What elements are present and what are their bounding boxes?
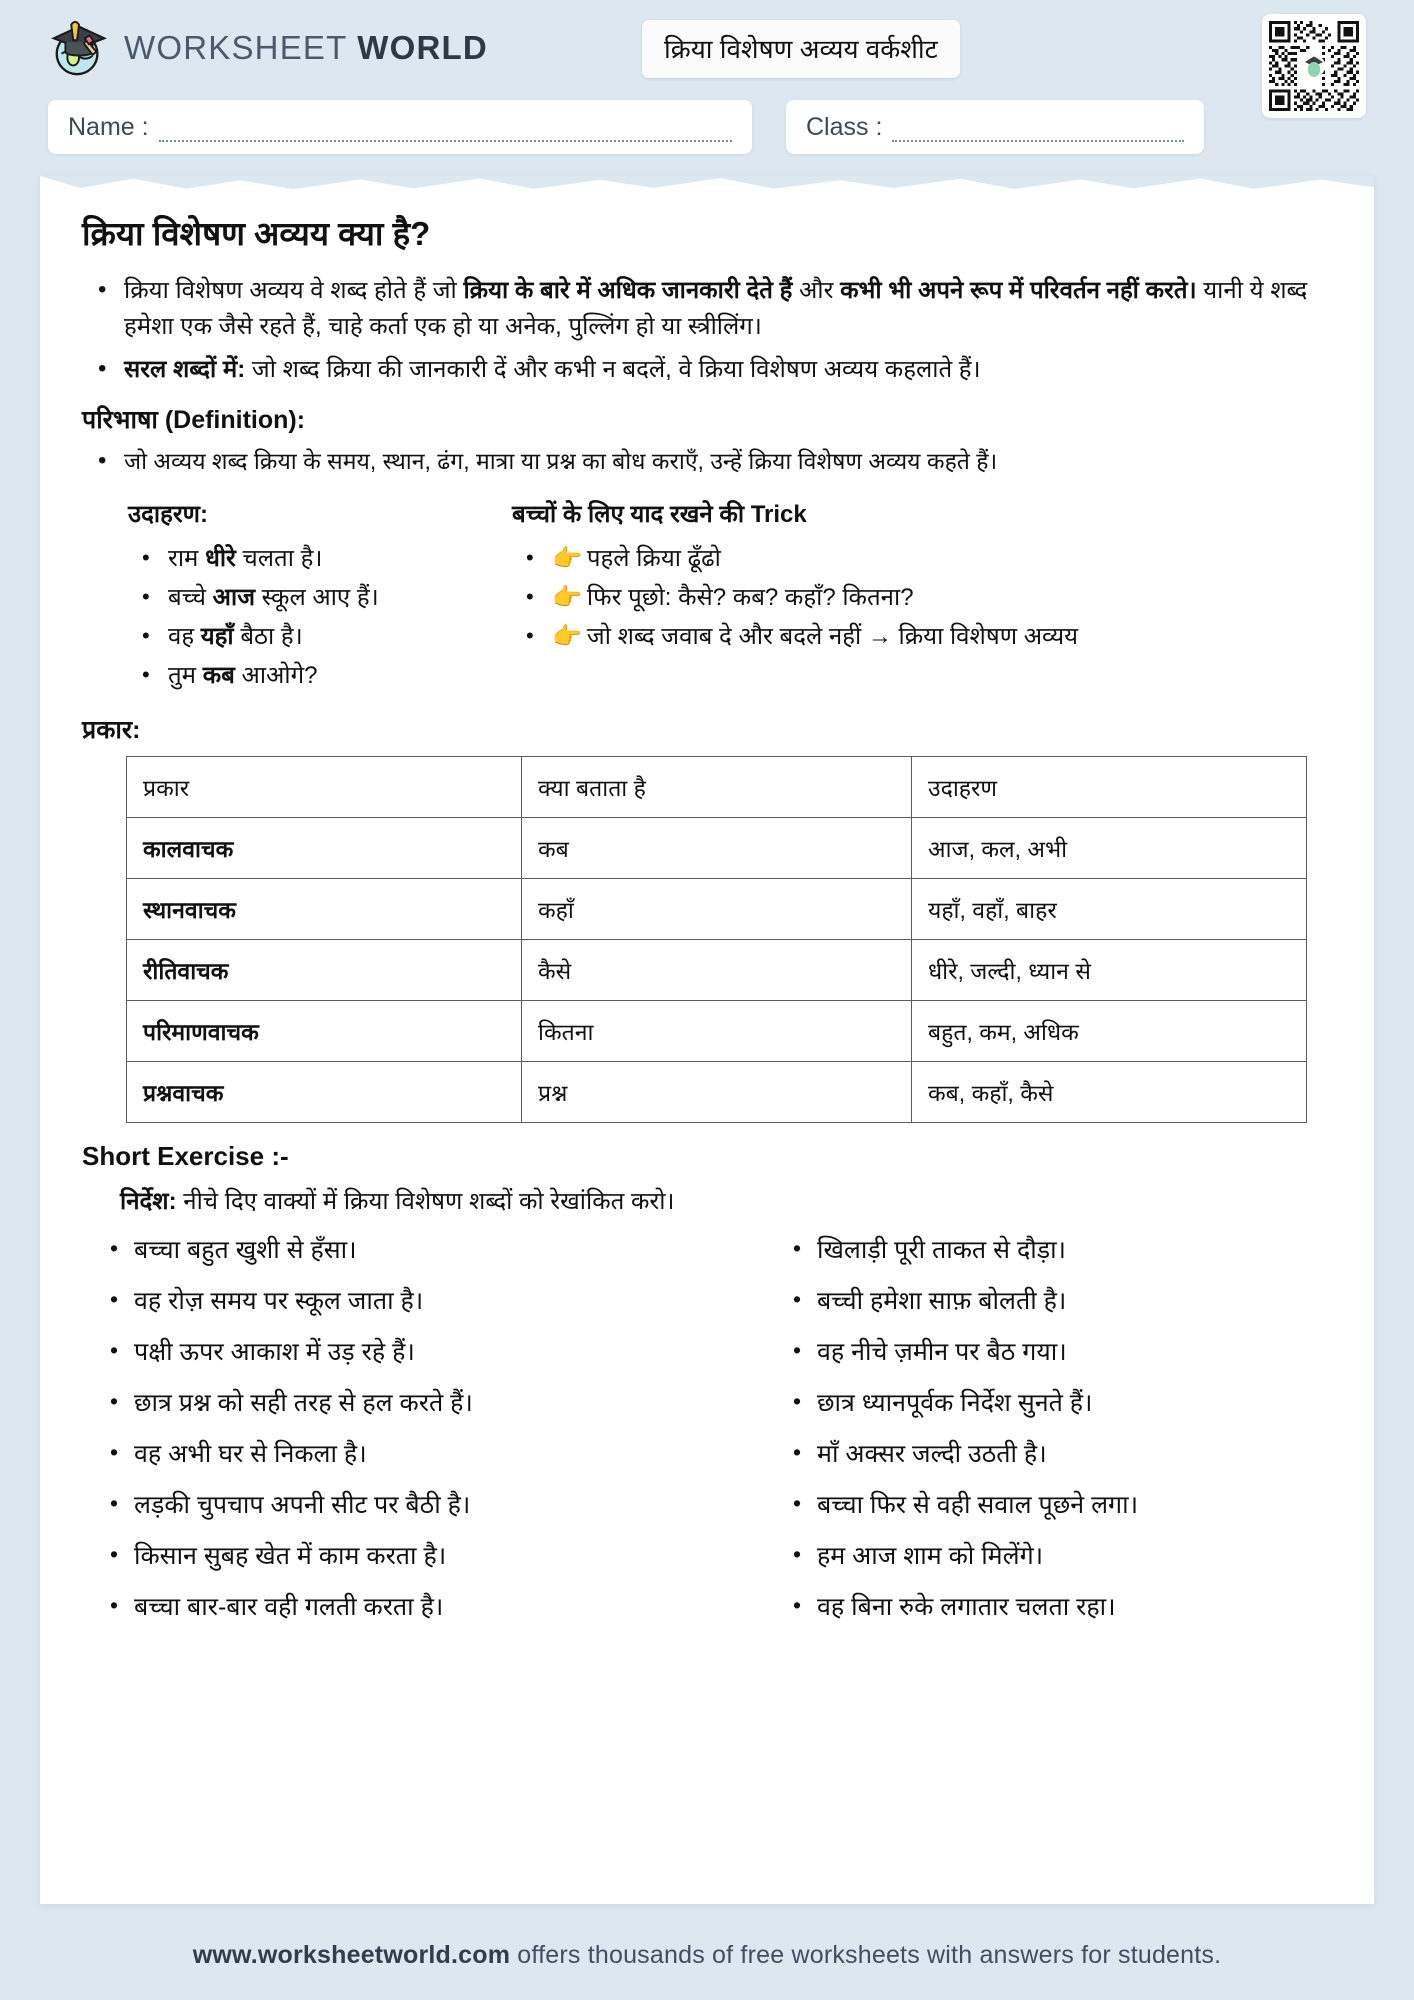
plain-text: बच्चे (168, 584, 213, 612)
bold-text: यहाँ (200, 623, 234, 651)
worksheet-title: क्रिया विशेषण अव्यय वर्कशीट (664, 34, 938, 64)
table-cell: धीरे, जल्दी, ध्यान से (912, 939, 1307, 1000)
pointing-right-hand-icon: 👉 (552, 623, 582, 651)
trick-column (502, 497, 1332, 696)
plain-text: बच्चा बहुत खुशी से हँसा। (134, 1235, 357, 1264)
plain-text: माँ अक्सर जल्दी उठती है। (817, 1439, 1047, 1468)
name-field[interactable] (48, 100, 752, 154)
student-fields-row (48, 100, 1366, 154)
table-cell: बहुत, कम, अधिक (912, 1000, 1307, 1061)
plain-text: आओगे? (234, 661, 318, 689)
plain-text: वह नीचे ज़मीन पर बैठ गया। (817, 1337, 1067, 1366)
table-cell: आज, कल, अभी (912, 817, 1307, 878)
exercise-item (765, 1429, 1332, 1480)
pointing-right-hand-icon: 👉 (552, 545, 582, 573)
plain-text: जो शब्द क्रिया की जानकारी दें और कभी न बदलें, वे क्रिया विशेषण अव्यय कहलाते हैं। (245, 355, 981, 383)
table-header-cell: प्रकार (127, 756, 522, 817)
worksheet-sheet (40, 176, 1374, 1904)
exercise-item (82, 1582, 707, 1633)
plain-text: राम (168, 545, 206, 573)
exercise-left-column (82, 1225, 707, 1633)
worksheet-title-pill (642, 20, 960, 78)
table-cell: कब (522, 817, 912, 878)
bold-text: सरल शब्दों में: (124, 355, 246, 383)
plain-text: बच्चा बार-बार वही गलती करता है। (134, 1592, 444, 1621)
example-item (128, 579, 502, 618)
table-cell: कहाँ (522, 878, 912, 939)
exercise-item (765, 1276, 1332, 1327)
exercise-instruction (120, 1184, 1332, 1217)
brand-logo-group (48, 17, 488, 79)
trick-item (512, 579, 1332, 618)
page-header (0, 0, 1414, 180)
plain-text: वह रोज़ समय पर स्कूल जाता है। (134, 1286, 424, 1315)
definition-points-list (82, 444, 1332, 479)
footer-tagline-text: offers thousands of free worksheets with answers for students. (510, 1940, 1222, 1969)
plain-text: पक्षी ऊपर आकाश में उड़ रहे हैं। (134, 1337, 415, 1366)
exercise-item (82, 1225, 707, 1276)
types-heading: प्रकार: (82, 715, 141, 744)
exercise-left-list (82, 1225, 707, 1633)
table-cell: रीतिवाचक (127, 939, 522, 1000)
plain-text: पहले क्रिया ढूँढो (586, 545, 721, 573)
bold-text: कभी भी अपने रूप में परिवर्तन नहीं करते। (840, 277, 1197, 304)
intro-point (82, 352, 1332, 388)
examples-column (82, 497, 502, 696)
plain-text: क्रिया विशेषण अव्यय वे शब्द होते हैं जो (124, 277, 464, 304)
plain-text: खिलाड़ी पूरी ताकत से दौड़ा। (817, 1235, 1067, 1264)
footer-site-url[interactable]: www.worksheetworld.com (192, 1940, 511, 1969)
exercise-right-list (765, 1225, 1332, 1633)
name-input-line[interactable] (159, 140, 732, 142)
plain-text: छात्र प्रश्न को सही तरह से हल करते हैं। (134, 1388, 473, 1417)
exercise-columns (82, 1225, 1332, 1633)
example-item (128, 657, 502, 696)
brand-wordmark (124, 29, 488, 67)
pointing-right-hand-icon: 👉 (552, 584, 582, 612)
exercise-item (82, 1378, 707, 1429)
bold-text: कब (202, 661, 235, 689)
plain-text: छात्र ध्यानपूर्वक निर्देश सुनते हैं। (817, 1388, 1093, 1417)
exercise-right-column (707, 1225, 1332, 1633)
name-label: Name : (68, 112, 149, 141)
table-row (127, 878, 1307, 939)
exercise-item (82, 1276, 707, 1327)
exercise-item (765, 1531, 1332, 1582)
plain-text: जो शब्द जवाब दे और बदले नहीं → क्रिया विशेषण अव्यय (586, 623, 1079, 651)
qr-code-icon (1269, 21, 1359, 111)
examples-list (128, 540, 502, 696)
example-item (128, 618, 502, 657)
table-header-cell: उदाहरण (912, 756, 1307, 817)
trick-list (512, 540, 1332, 657)
table-header-row (127, 756, 1307, 817)
bold-text: क्रिया के बारे में अधिक जानकारी देते हैं (463, 277, 793, 304)
plain-text: स्कूल आए हैं। (255, 584, 379, 612)
graduation-cap-pencil-logo-icon (48, 17, 110, 79)
brand-word-first: WORKSHEET (124, 29, 347, 66)
exercise-instruction-label: निर्देश: (120, 1187, 177, 1215)
examples-heading: उदाहरण: (128, 501, 209, 529)
exercise-item (765, 1225, 1332, 1276)
plain-text: और (792, 277, 841, 304)
definition-heading: परिभाषा (Definition): (82, 406, 306, 435)
plain-text: चलता है। (235, 545, 323, 573)
table-row (127, 1061, 1307, 1122)
class-input-line[interactable] (892, 140, 1184, 142)
class-label: Class : (806, 112, 883, 141)
definition-point (82, 444, 1332, 479)
page-title: क्रिया विशेषण अव्यय क्या है? (82, 215, 431, 252)
plain-text: बच्ची हमेशा साफ़ बोलती है। (817, 1286, 1067, 1315)
exercise-item (82, 1429, 707, 1480)
exercise-item (82, 1480, 707, 1531)
bold-text: धीरे (205, 545, 236, 573)
exercise-item (765, 1582, 1332, 1633)
example-item (128, 540, 502, 579)
table-header-cell: क्या बताता है (522, 756, 912, 817)
plain-text: किसान सुबह खेत में काम करता है। (134, 1541, 447, 1570)
plain-text: तुम (168, 661, 203, 689)
plain-text: हम आज शाम को मिलेंगे। (817, 1541, 1044, 1570)
table-cell: कब, कहाँ, कैसे (912, 1061, 1307, 1122)
table-cell: प्रश्नवाचक (127, 1061, 522, 1122)
table-cell: यहाँ, वहाँ, बाहर (912, 878, 1307, 939)
table-cell: परिमाणवाचक (127, 1000, 522, 1061)
exercise-item (765, 1327, 1332, 1378)
table-cell: स्थानवाचक (127, 878, 522, 939)
plain-text: वह अभी घर से निकला है। (134, 1439, 367, 1468)
table-cell: प्रश्न (522, 1061, 912, 1122)
table-row (127, 939, 1307, 1000)
table-cell: कैसे (522, 939, 912, 1000)
trick-item (512, 618, 1332, 657)
types-table (126, 756, 1307, 1123)
plain-text: बच्चा फिर से वही सवाल पूछने लगा। (817, 1490, 1139, 1519)
trick-heading: बच्चों के लिए याद रखने की Trick (512, 501, 807, 529)
plain-text: यानी ये शब्द हमेशा एक जैसे रहते हैं, चाहे कर्ता एक हो या अनेक, पुल्लिंग हो या स्त्रीलिंग। (124, 277, 1308, 341)
exercise-item (765, 1480, 1332, 1531)
plain-text: फिर पूछो: कैसे? कब? कहाँ? कितना? (586, 584, 914, 612)
plain-text: लड़की चुपचाप अपनी सीट पर बैठी है। (134, 1490, 471, 1519)
header-top-row (48, 0, 1366, 96)
plain-text: वह (168, 623, 201, 651)
intro-points-list (82, 273, 1332, 388)
intro-point (82, 273, 1332, 346)
exercise-item (765, 1378, 1332, 1429)
table-row (127, 817, 1307, 878)
table-cell: कितना (522, 1000, 912, 1061)
qr-code-box[interactable] (1262, 14, 1366, 118)
footer-tagline (193, 1941, 1222, 1970)
brand-word-second: WORLD (357, 29, 488, 66)
trick-item (512, 540, 1332, 579)
table-cell: कालवाचक (127, 817, 522, 878)
plain-text: जो अव्यय शब्द क्रिया के समय, स्थान, ढंग, मात्रा या प्रश्न का बोध कराएँ, उन्हें क्रिया विशेषण अव्यय कहते हैं। (124, 448, 998, 475)
table-row (127, 1000, 1307, 1061)
page-footer (0, 1904, 1414, 2000)
plain-text: वह बिना रुके लगातार चलता रहा। (817, 1592, 1116, 1621)
bold-text: आज (212, 584, 256, 612)
exercise-item (82, 1531, 707, 1582)
exercise-heading: Short Exercise :- (82, 1140, 289, 1171)
plain-text: बैठा है। (233, 623, 303, 651)
examples-trick-row (82, 497, 1332, 696)
exercise-instruction-text: नीचे दिए वाक्यों में क्रिया विशेषण शब्दों को रेखांकित करो। (176, 1187, 675, 1215)
exercise-item (82, 1327, 707, 1378)
class-field[interactable] (786, 100, 1204, 154)
